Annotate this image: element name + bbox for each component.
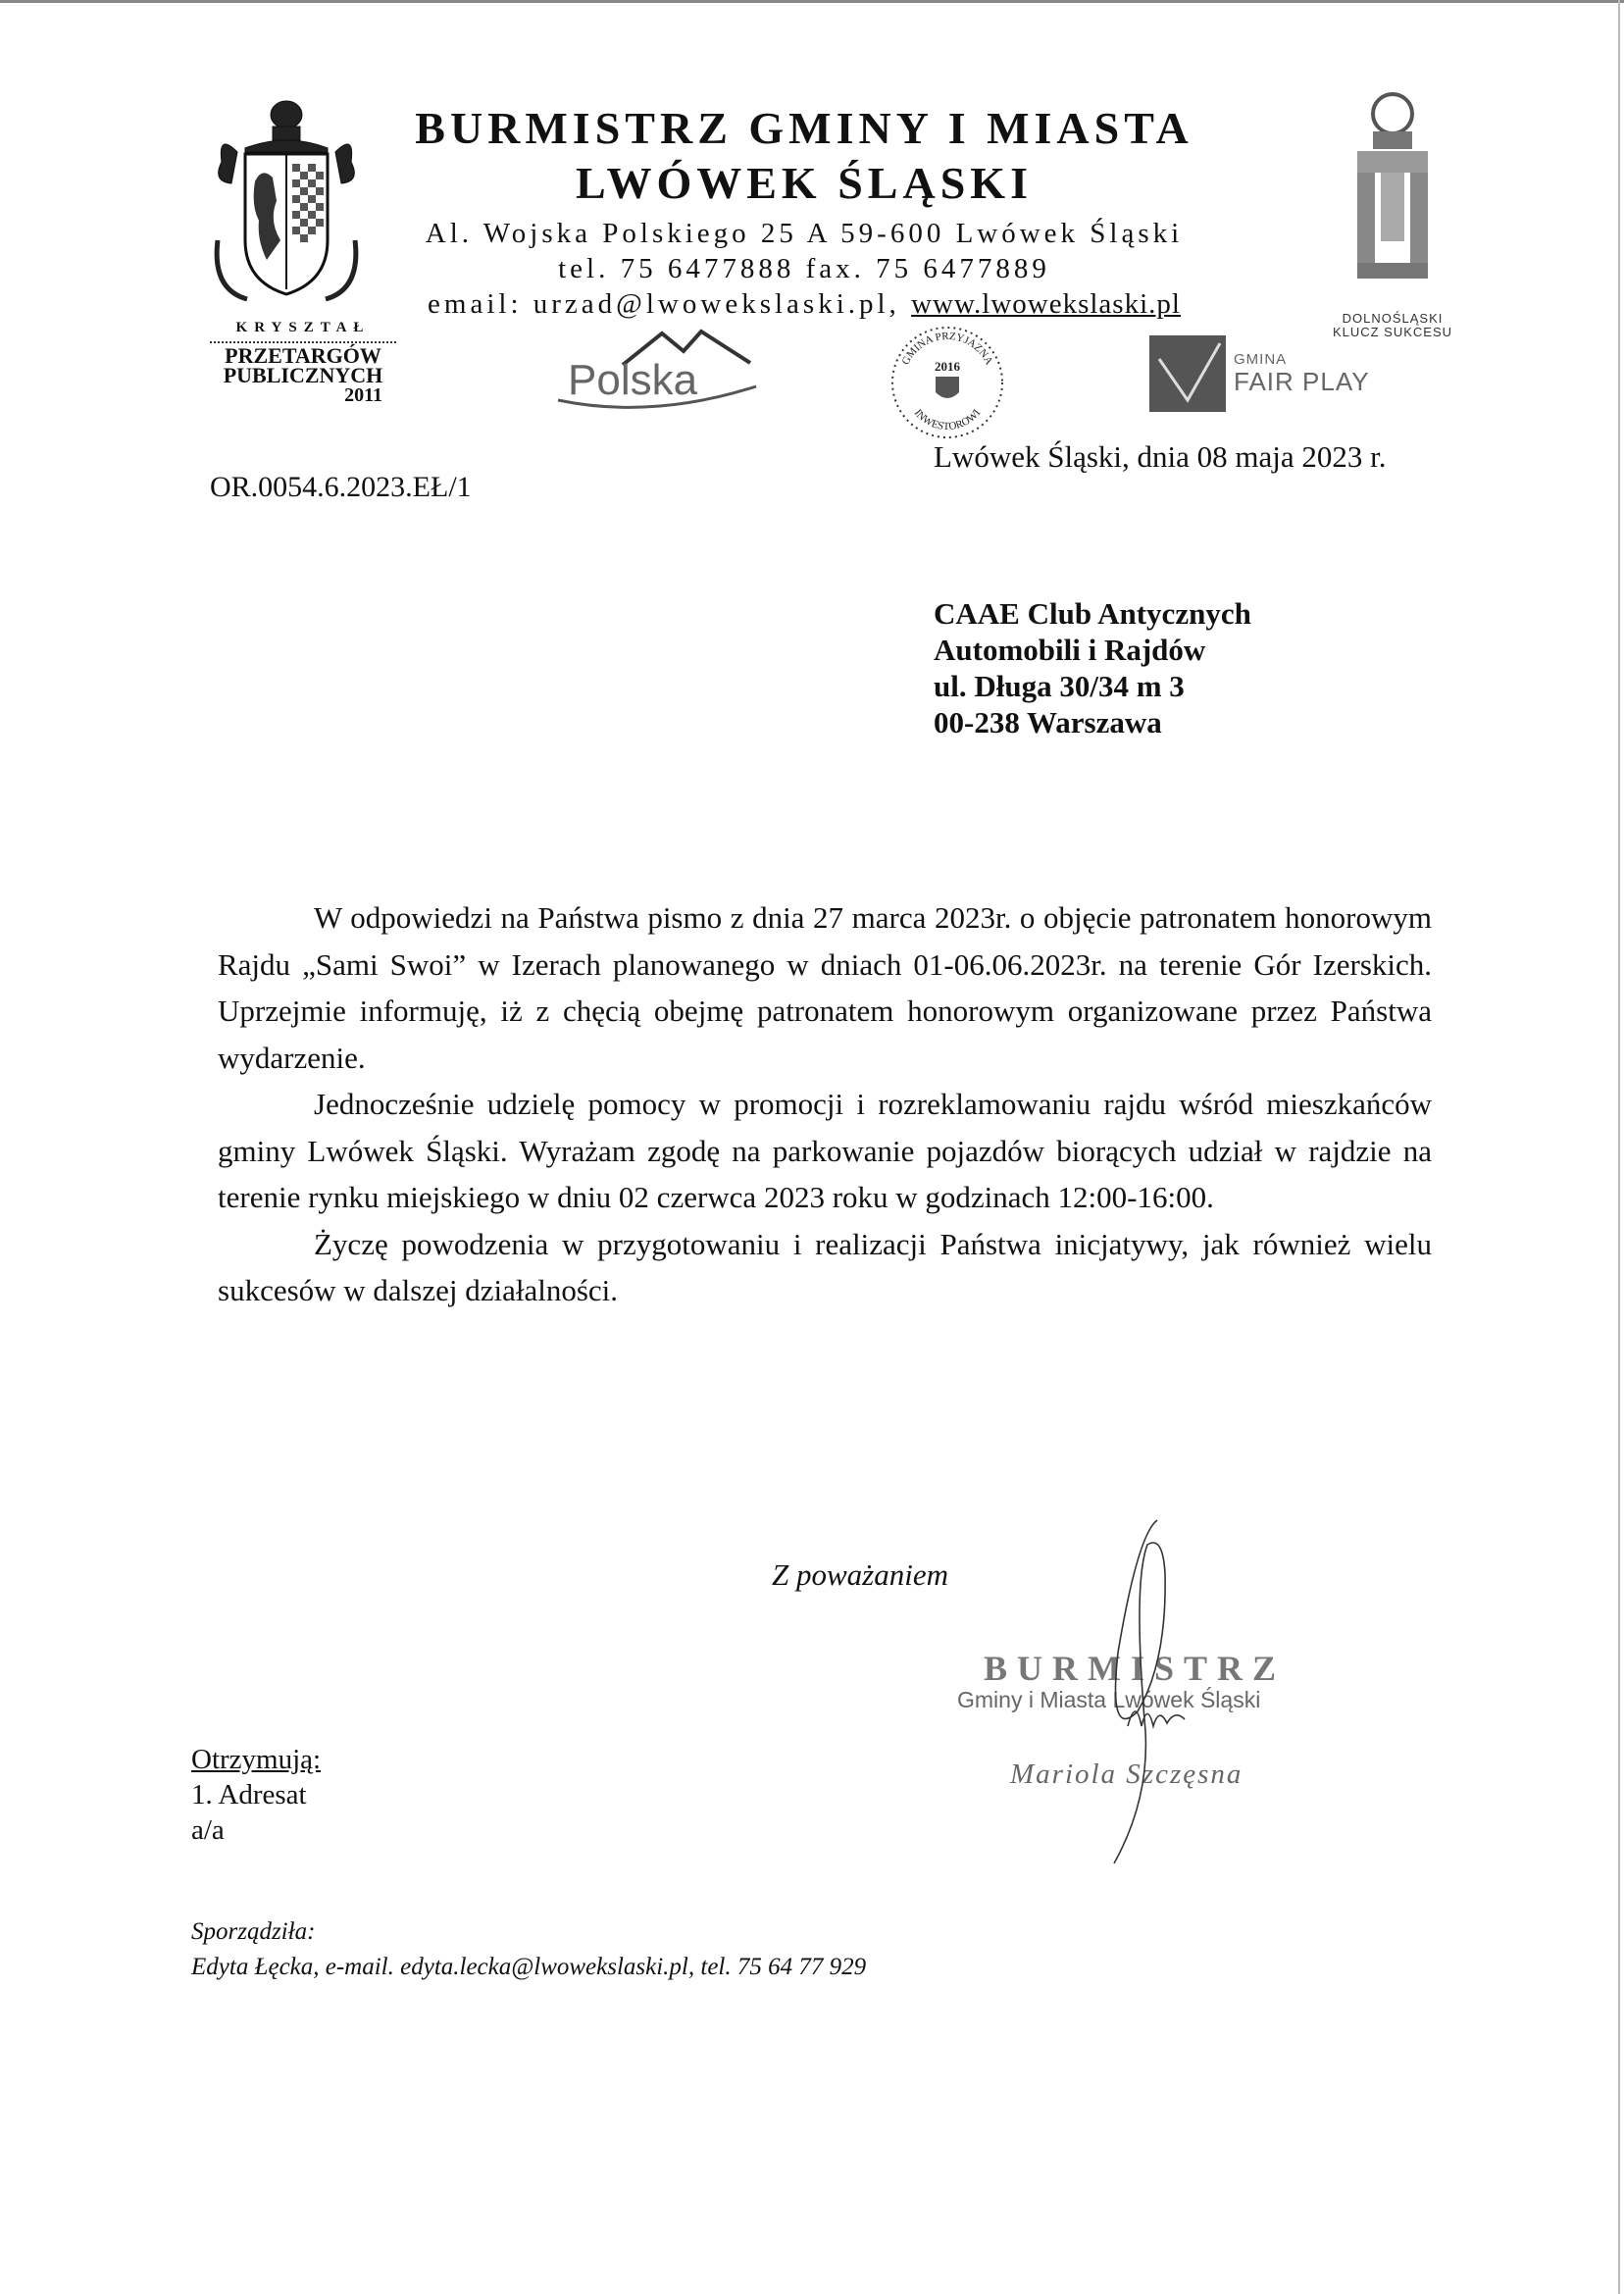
page-edge-right [1618, 0, 1620, 2294]
prepared-details: Edyta Łęcka, e-mail. edyta.lecka@lwowekslaski.pl, tel. 75 64 77 929 [191, 1954, 867, 1980]
header-website-link[interactable]: www.lwowekslaski.pl [911, 288, 1181, 320]
stamp-subtitle: Gminy i Miasta Lwówek Śląski [957, 1687, 1261, 1712]
fair-play-line1: GMINA [1234, 351, 1288, 368]
polska-logo [554, 326, 765, 416]
header-email: email: urzad@lwowekslaski.pl, [428, 288, 900, 320]
recipients-item: a/a [191, 1814, 225, 1846]
fair-play-line2: FAIR PLAY [1234, 367, 1370, 396]
przetargow-award [210, 343, 396, 406]
handwritten-signature [1079, 1515, 1226, 1868]
badge-year: 2016 [935, 359, 960, 374]
page-edge-top [0, 0, 1624, 3]
recipient-address [934, 595, 1251, 740]
fair-play-label [1234, 351, 1370, 395]
body-paragraph: W odpowiedzi na Państwa pismo z dnia 27 marca 2023r. o objęcie patronatem honorowym Rajdu „Sami Swoi” w Izerach planowanego w dniach 01-06.06.2023r. na terenie Gór Izerskich. Uprzejmie informuję, iż z chęcią obejmę patronatem honorowym organizowane przez Państwa wydarzenie. [218, 900, 1432, 1075]
key-of-success-line1: DOLNOŚLĄSKI [1342, 311, 1444, 326]
header-title-line1: BURMISTRZ GMINY I MIASTA [415, 103, 1193, 153]
fair-play-logo [1149, 335, 1226, 412]
key-of-success-logo [1344, 90, 1442, 292]
header-address: Al. Wojska Polskiego 25 A 59-600 Lwówek Śląski [425, 218, 1184, 249]
badge-bottom-text: INWESTOROWI [911, 407, 984, 433]
award-year: 2011 [344, 384, 382, 406]
recipient-line: Automobili i Rajdów [934, 633, 1206, 667]
body-paragraph: Życzę powodzenia w przygotowaniu i realizacji Państwa inicjatywy, jak również wielu sukcesów w dalszej działalności. [218, 1226, 1432, 1307]
recipients-item: 1. Adresat [191, 1779, 307, 1810]
gmina-przyjazna-badge [888, 324, 1006, 441]
recipient-line: 00-238 Warszawa [934, 705, 1162, 739]
closing-greeting: Z poważaniem [772, 1557, 948, 1592]
badge-top-text: GMINA PRZYJAZNA [899, 330, 995, 368]
letter-body [218, 894, 1432, 1314]
letter-date: Lwówek Śląski, dnia 08 maja 2023 r. [934, 439, 1387, 474]
key-of-success-line2: KLUCZ SUKCESU [1332, 325, 1453, 339]
recipients-header: Otrzymują: [191, 1744, 322, 1775]
krysztal-label: KRYSZTAŁ [235, 320, 371, 335]
prepared-label: Sporządziła: [191, 1918, 316, 1945]
prepared-by [191, 1914, 866, 1985]
svg-text:INWESTOROWI [912, 407, 984, 433]
stamp-name: Mariola Szczęsna [1010, 1759, 1243, 1790]
header-phone-fax: tel. 75 6477888 fax. 75 6477889 [558, 253, 1050, 284]
reference-number: OR.0054.6.2023.EŁ/1 [210, 471, 472, 503]
recipient-line: CAAE Club Antycznych [934, 596, 1251, 631]
recipients-list [191, 1742, 321, 1848]
checkmark-icon [1149, 335, 1226, 412]
key-of-success-label [1324, 312, 1461, 339]
body-paragraph: Jednocześnie udzielę pomocy w promocji i rozreklamowaniu rajdu wśród mieszkańców gminy Lwówek Śląski. Wyrażam zgodę na parkowanie pojazdów biorących udział w rajdzie na terenie rynku miejskiego w dniu 02 czerwca 2023 roku w godzinach 12:00-16:00. [218, 1087, 1432, 1214]
recipient-line: ul. Długa 30/34 m 3 [934, 669, 1185, 703]
polska-text: Polska [568, 356, 698, 404]
przetargow-line: PRZETARGÓW [225, 343, 381, 368]
stamp-title: BURMISTRZ [984, 1649, 1287, 1688]
header-contact-line [294, 288, 1314, 321]
header-title-line2: LWÓWEK ŚLĄSKI [576, 158, 1033, 208]
publicznych-line: PUBLICZNYCH [223, 363, 383, 387]
